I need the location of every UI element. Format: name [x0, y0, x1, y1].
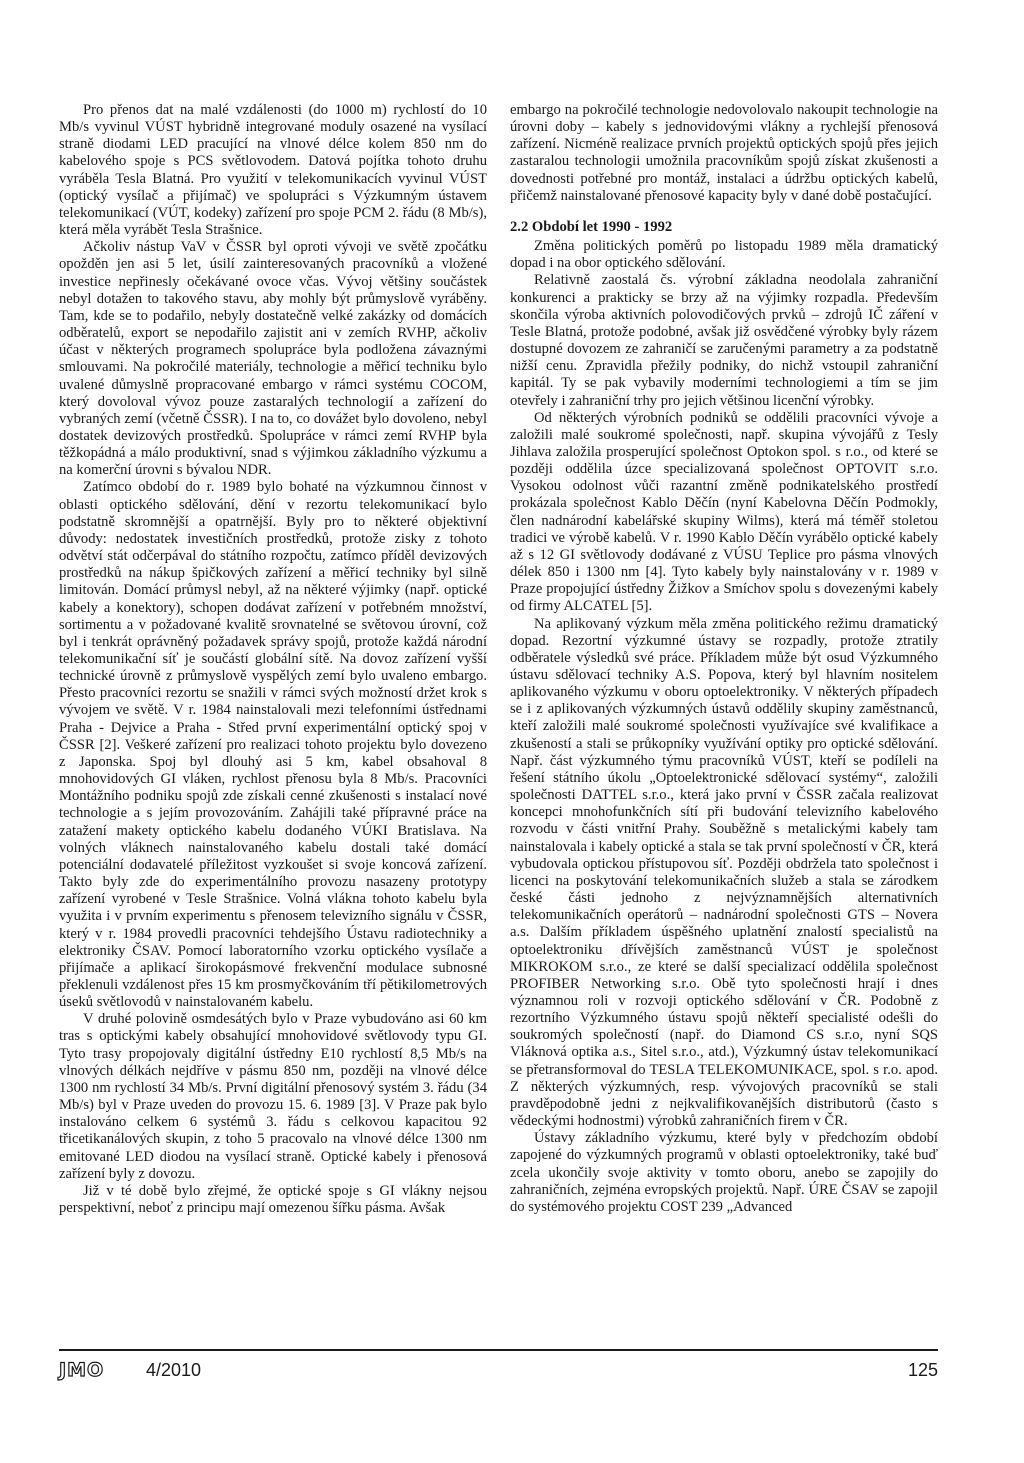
right-column — [510, 102, 938, 1216]
paragraph: V druhé polovině osmdesátých bylo v Praze vybudováno asi 60 km tras s optickými kabely obsahující mnohovidové světlovody typu GI. Tyto trasy propojovaly digitální ústředny E10 rychlostí 8,5 Mb/s na vlnových délkách nejdříve v pásmu 850 nm, později na vlnové délce 1300 nm rychlostí 34 Mb/s. První digitální přenosový systém 3. řádu (34 Mb/s) byl v Praze uveden do provozu 15. 6. 1989 [3]. V Praze pak bylo instalováno celkem 6 systémů 3. řádu s celkovou kapacitou 92 třicetikanálových skupin, z toho 5 pracovalo na vlnové délce 1300 nm emitované LED diodou na vysílací straně. Optické kabely i přenosová zařízení byly z dovozu. — [59, 1011, 487, 1182]
paragraph: Od některých výrobních podniků se oddělili pracovníci vývoje a založili malé soukromé společnosti, např. skupina vývojářů z Tesly Jihlava založila prosperující společnost Optokon spol. s r.o., od které se později oddělila úzce specializovaná společnost OPTOVIT s.r.o. Vysokou odolnost vůči razantní změně podnikatelského prostředí prokázala společnost Kablo Děčín (nyní Kabelovna Děčín Podmokly, člen nadnárodní kabelářské skupiny Wilms), která má téměř stoletou tradici ve výrobě kabelů. V r. 1990 Kablo Děčín vyrábělo optické kabely až s 12 GI světlovody dodávané z VÚSU Teplice pro pásma vlnových délek 850 i 1300 nm [4]. Tyto kabely byly nainstalovány v r. 1989 v Praze propojující ústředny Žižkov a Smíchov spolu s dovezenými kabely od firmy ALCATEL [5]. — [510, 409, 938, 615]
footer-divider — [59, 1349, 938, 1351]
paragraph: Na aplikovaný výzkum měla změna politického režimu dramatický dopad. Rezortní výzkumné ústavy se rozpadly, protože ztratily odběratele výsledků své práce. Příkladem může být osud Výzkumného ústavu sdělovací techniky A.S. Popova, který byl hlavním nositelem aplikovaného výzkumu v oboru optoelektroniky. V některých případech se i z aplikovaných výzkumných ústavů oddělily skupiny zaměstnanců, kteří založili malé soukromé společnosti využívajíce své kvalifikace a zkušeností a stali se průkopníky využívání optiky pro optické sdělování. Např. část výzkumného týmu pracovníků VÚST, kteří se podíleli na řešení státního úkolu „Optoelektronické sdělovací systémy“, založili společnosti DATTEL s.r.o., která jako první v ČSSR začala realizovat koncepci mnohofunkčních sítí při budování televizního kabelového rozvodu v části vnitřní Prahy. Souběžně s metalickými kabely tam nainstalovala i kabely optické a stala se tak první společností v ČR, která vybudovala optickou přístupovou síť. Později obdržela tato společnost i licenci na poskytování telekomunikačních služeb a stala se zárodkem české části jednoho z nejvýznamnějších alternativních telekomunikačních operátorů – nadnárodní společnosti GTS – Novera a.s. Dalším příkladem úspěšného uplatnění znalostí specialistů na optoelektroniku dřívějších zaměstnanců VÚST je společnost MIKROKOM s.r.o., ze které se další specializací oddělila společnost PROFIBER Networking s.r.o. Obě tyto společnosti hrají i dnes významnou roli v rozvoji optického sdělování v ČR. Podobně z rezortního Výzkumného ústavu spojů někteří specialisté odešli do soukromých společností (např. do Diamond CS s.r.o, nyní SQS Vláknová optika a.s., Sitel s.r.o., atd.), Výzkumný ústav telekomunikací se přetransformoval do TESLA TELEKOMUNIKACE, spol. s r.o. apod. Z některých výzkumných, resp. vývojových pracovníků se stali pravděpodobně jedni z nejkvalifikovanějších distributorů (často s vědeckými hodnostmi) výrobků zahraničních firem v ČR. — [510, 615, 938, 1130]
journal-logo: JMO — [59, 1359, 105, 1381]
section-heading: 2.2 Období let 1990 - 1992 — [510, 218, 673, 235]
paragraph: Již v té době bylo zřejmé, že optické spoje s GI vlákny nejsou perspektivní, neboť z principu mají omezenou šířku pásma. Avšak — [59, 1182, 487, 1216]
page-number: 125 — [907, 1360, 938, 1380]
paragraph: Ačkoliv nástup VaV v ČSSR byl oproti vývoji ve světě zpočátku opožděn jen asi 5 let, úsilí zainteresovaných pracovníků a vložené investice nepřinesly očekávané ovoce včas. Vývoj většiny součástek nebyl dotažen to takového stavu, aby mohly být průmyslově vyráběny. Tam, kde se to podařilo, nebyly dostatečně velké zakázky od domácích odběratelů, export se nepodařilo zajistit ani v zemích RVHP, ačkoliv účast v některých programech spolupráce byla podložena závaznými smlouvami. Na pokročilé materiály, technologie a měřicí techniku bylo uvalené důmyslně propracované embargo v rámci systému COCOM, který dovoloval vývoz pouze zastaralých technologií a zařízení do vybraných zemí (včetně ČSSR). I na to, co dovážet bylo dovoleno, nebyl dostatek devizových prostředků. Spolupráce v rámci zemí RVHP byla těžkopádná a málo produktivní, snad s výjimkou základního výzkumu a na komerční úrovni s bývalou NDR. — [59, 239, 487, 479]
paragraph: Pro přenos dat na malé vzdálenosti (do 1000 m) rychlostí do 10 Mb/s vyvinul VÚST hybridně integrované moduly osazené na vysílací straně diodami LED pracující na vlnové délce kolem 850 nm do kabelového spoje s PCS světlovodem. Datová pojítka tohoto druhu vyráběla Tesla Blatná. Pro využití v telekomunikacích vyvinul VÚST (optický vysílač a přijímač) ve spolupráci s Výzkumným ústavem telekomunikací (VÚT, kodeky) zařízení pro spoje PCM 2. řádu (8 Mb/s), která měla vyrábět Tesla Strašnice. — [59, 102, 487, 239]
paragraph: Relativně zaostalá čs. výrobní základna neodolala zahraniční konkurenci a prakticky se brzy až na výjimky rozpadla. Především skončila výroba aktivních polovodičových prvků – zdrojů IČ záření v Tesle Blatná, protože podobné, avšak již osvědčené výrobky byly rázem dostupné dovozem ze zahraničí se zaručenými parametry a za podstatně nižší cenu. Zpravidla přežily podniky, do nichž vstoupil zahraniční kapitál. Ty se pak vybavily moderními technologiemi a tím se jim otevřely i zahraniční trhy pro jejich většinou licenční výrobky. — [510, 272, 938, 409]
paragraph: Zatímco období do r. 1989 bylo bohaté na výzkumnou činnost v oblasti optického sdělování, dění v rezortu telekomunikací bylo podstatně skromnější a opatrnější. Byly pro to některé objektivní důvody: nedostatek investičních prostředků, protože zisky z tohoto odvětví stát odčerpával do státního rozpočtu, zatímco příděl devizových prostředků na nákup špičkových zařízení a měřicí techniky byl silně limitován. Domácí průmysl nebyl, až na některé výjimky (např. optické kabely a konektory), schopen dodávat zařízení v potřebném množství, sortimentu a v požadované kvalitě srovnatelné se světovou úrovní, což byl i tenkrát oprávněný požadavek správy spojů, protože každá národní telekomunikační síť je součástí globální sítě. Na dovoz zařízení vyšší technické úrovně z průmyslově vyspělých zemí bylo uvaleno embargo. Přesto pracovníci rezortu se snažili v rámci svých možností držet krok s vývojem ve světě. V r. 1984 nainstalovali mezi telefonními ústřednami Praha - Dejvice a Praha - Střed první experimentální optický spoj v ČSSR [2]. Veškeré zařízení pro realizaci tohoto projektu bylo dovezeno z Japonska. Spoj byl dlouhý asi 5 km, kabel obsahoval 8 mnohovidových GI vláken, rychlost přenosu byla 8 Mb/s. Pracovníci Montážního podniku spojů zde získali cenné zkušenosti s instalací nové technologie a s jejím provozováním. Zahájili také přípravné práce na zatažení makety optického kabelu dodaného VÚKI Bratislava. Na volných vláknech nainstalovaného kabelu dostali také domácí potenciální dodavatelé příležitost vyzkoušet si svoje koncová zařízení. Takto byly zde do experimentálního provozu nasazeny prototypy zařízení vyrobené v Tesle Strašnice. Volná vlákna tohoto kabelu byla využita i v prvním experimentu s přenosem televizního signálu v ČSSR, který v r. 1984 provedli pracovníci tehdejšího Ústavu radiotechniky a elektroniky ČSAV. Pomocí laboratorního vzorku optického vysílače a přijímače a aplikací širokopásmové frekvenční modulace subnosné překlenuli vzdálenost přes 15 km prosmyčkováním tří pětikilometrových úseků světlovodů v nainstalovaném kabelu. — [59, 479, 487, 1011]
issue-number: 4/2010 — [146, 1360, 202, 1380]
paragraph: Změna politických poměrů po listopadu 1989 měla dramatický dopad i na obor optického sdělování. — [510, 238, 938, 272]
paragraph: embargo na pokročilé technologie nedovolovalo nakoupit technologie na úrovni doby – kabely s jednovidovými vlákny a rychlejší přenosová zařízení. Nicméně realizace prvních projektů optických spojů přes jejich zastaralou technologii umožnila pracovníkům spojů získat zkušenosti a dovednosti potřebné pro montáž, instalaci a údržbu optických kabelů, přičemž nainstalované přenosové kapacity byly v dané době postačující. — [510, 102, 938, 204]
paragraph: Ústavy základního výzkumu, které byly v předchozím období zapojené do výzkumných programů v oblasti optoelektroniky, také buď zcela ukončily svoje aktivity v tomto oboru, anebo se zapojily do zahraničních, zejména evropských projektů. Např. ÚRE ČSAV se zapojil do systémového projektu COST 239 „Advanced — [510, 1130, 938, 1215]
left-column — [59, 102, 487, 1217]
